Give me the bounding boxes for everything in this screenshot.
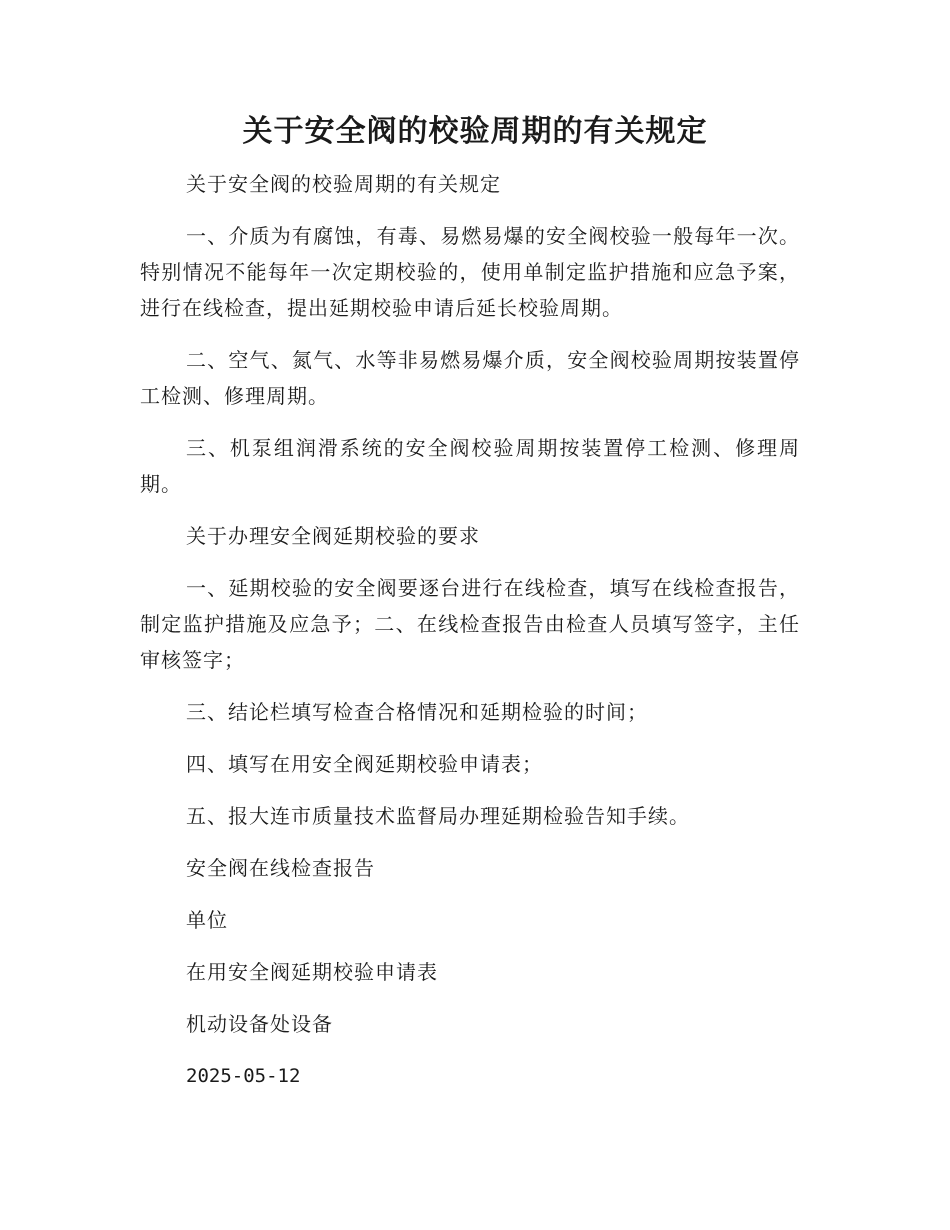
- rule-3-paragraph: 三、机泵组润滑系统的安全阀校验周期按装置停工检测、修理周期。: [140, 436, 800, 496]
- department-line: 机动设备处设备: [186, 1012, 333, 1036]
- requirements-heading: 关于办理安全阀延期校验的要求: [186, 524, 480, 548]
- report-title-line: 安全阀在线检查报告: [186, 856, 375, 880]
- subtitle-paragraph: 关于安全阀的校验周期的有关规定: [186, 172, 501, 196]
- date-line: 2025-05-12: [186, 1065, 301, 1087]
- document-title: 关于安全阀的校验周期的有关规定: [242, 114, 708, 149]
- rule-1-paragraph: 一、介质为有腐蚀，有毒、易燃易爆的安全阀校验一般每年一次。特别情况不能每年一次定期校验的，使用单制定监护措施和应急予案，进行在线检查，提出延期校验申请后延长校验周期。: [140, 224, 800, 320]
- document-body: [140, 166, 800, 1110]
- application-form-line: 在用安全阀延期校验申请表: [186, 960, 438, 984]
- requirement-4-paragraph: 四、填写在用安全阀延期校验申请表；: [186, 752, 543, 776]
- requirement-5-paragraph: 五、报大连市质量技术监督局办理延期检验告知手续。: [186, 804, 690, 828]
- unit-line: 单位: [186, 908, 228, 932]
- requirement-1-paragraph: 一、延期校验的安全阀要逐台进行在线检查，填写在线检查报告，制定监护措施及应急予；二、在线检查报告由检查人员填写签字，主任审核签字；: [140, 576, 800, 672]
- rule-2-paragraph: 二、空气、氮气、水等非易燃易爆介质，安全阀校验周期按装置停工检测、修理周期。: [140, 348, 800, 408]
- requirement-3-paragraph: 三、结论栏填写检查合格情况和延期检验的时间；: [186, 700, 648, 724]
